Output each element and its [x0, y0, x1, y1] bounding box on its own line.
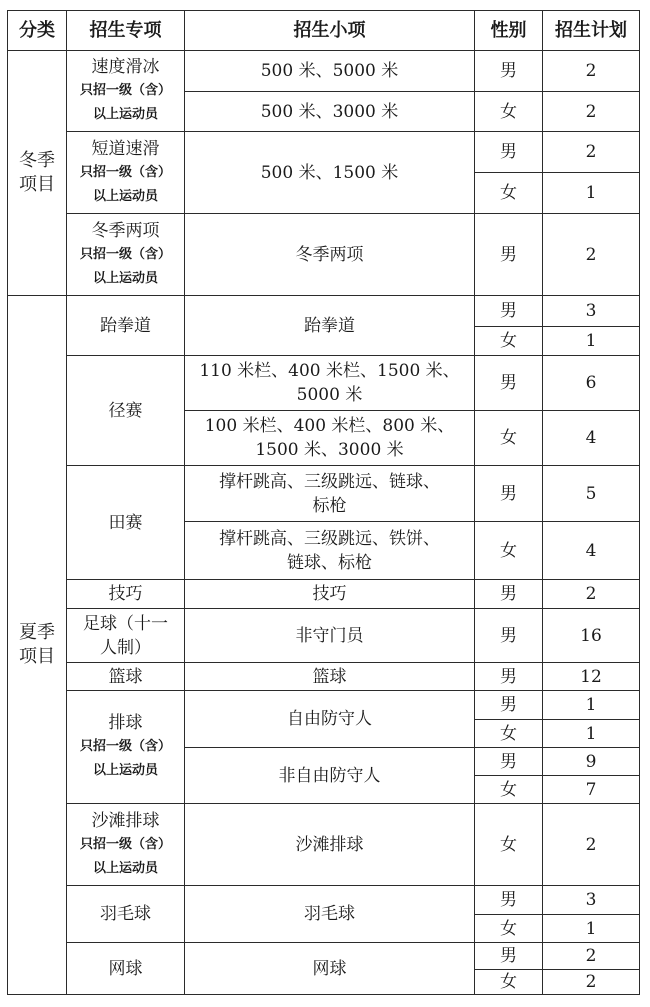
header-gender: 性别 — [475, 11, 543, 51]
item-cell: 篮球 — [185, 663, 475, 691]
table-row — [8, 356, 640, 411]
gender-cell: 女 — [475, 411, 543, 466]
table-row — [8, 214, 640, 255]
header-row — [8, 11, 640, 51]
gender-cell: 男 — [475, 580, 543, 609]
gender-cell: 男 — [475, 691, 543, 720]
plan-cell: 4 — [543, 522, 640, 580]
plan-cell: 1 — [543, 915, 640, 943]
table-row — [8, 804, 640, 886]
item-cell: 网球 — [185, 943, 475, 995]
item-cell: 羽毛球 — [185, 886, 475, 943]
plan-cell: 3 — [543, 886, 640, 915]
plan-cell: 6 — [543, 356, 640, 411]
specialty-track: 径赛 — [67, 356, 185, 466]
enrollment-plan-table — [7, 10, 640, 995]
specialty-basketball: 篮球 — [67, 663, 185, 691]
gender-cell: 男 — [475, 356, 543, 411]
specialty-short-track: 短道速滑 只招一级（含） 以上运动员 — [67, 132, 185, 214]
plan-cell: 4 — [543, 411, 640, 466]
category-winter: 冬季 项目 — [8, 51, 67, 296]
item-cell: 非自由防守人 — [185, 748, 475, 804]
table-row — [8, 296, 640, 327]
plan-cell: 1 — [543, 691, 640, 720]
item-cell: 自由防守人 — [185, 691, 475, 748]
item-cell: 撑杆跳高、三级跳远、铁饼、 链球、标枪 — [185, 522, 475, 580]
item-cell: 110 米栏、400 米栏、1500 米、 5000 米 — [185, 356, 475, 411]
gender-cell: 女 — [475, 720, 543, 748]
plan-cell: 1 — [543, 720, 640, 748]
gender-cell: 女 — [475, 92, 543, 132]
header-item: 招生小项 — [185, 11, 475, 51]
table-row — [8, 132, 640, 173]
header-category: 分类 — [8, 11, 67, 51]
item-cell: 跆拳道 — [185, 296, 475, 356]
item-cell: 沙滩排球 — [185, 804, 475, 886]
gender-cell: 女 — [475, 776, 543, 804]
gender-cell: 男 — [475, 886, 543, 915]
header-plan: 招生计划 — [543, 11, 640, 51]
table-row — [8, 691, 640, 720]
gender-cell: 男 — [475, 296, 543, 327]
gender-cell: 女 — [475, 522, 543, 580]
gender-cell: 女 — [475, 804, 543, 886]
specialty-badminton: 羽毛球 — [67, 886, 185, 943]
category-summer: 夏季 项目 — [8, 296, 67, 995]
specialty-field: 田赛 — [67, 466, 185, 580]
gender-cell: 女 — [475, 173, 543, 214]
gender-cell: 女 — [475, 970, 543, 995]
table-row — [8, 609, 640, 663]
table-row — [8, 51, 640, 92]
plan-cell: 2 — [543, 214, 640, 296]
specialty-volleyball: 排球 只招一级（含） 以上运动员 — [67, 691, 185, 804]
item-cell: 撑杆跳高、三级跳远、链球、 标枪 — [185, 466, 475, 522]
specialty-gymnastics: 技巧 — [67, 580, 185, 609]
specialty-tennis: 网球 — [67, 943, 185, 995]
gender-cell: 女 — [475, 915, 543, 943]
item-cell: 技巧 — [185, 580, 475, 609]
table-row — [8, 663, 640, 691]
item-cell: 非守门员 — [185, 609, 475, 663]
plan-cell: 2 — [543, 92, 640, 132]
specialty-beach-volleyball: 沙滩排球 只招一级（含） 以上运动员 — [67, 804, 185, 886]
gender-cell: 男 — [475, 132, 543, 173]
plan-cell: 12 — [543, 663, 640, 691]
plan-cell: 2 — [543, 132, 640, 173]
table-row — [8, 580, 640, 609]
gender-cell: 男 — [475, 609, 543, 663]
plan-cell: 1 — [543, 327, 640, 356]
item-cell: 100 米栏、400 米栏、800 米、 1500 米、3000 米 — [185, 411, 475, 466]
item-cell: 冬季两项 — [185, 214, 475, 296]
table-row — [8, 466, 640, 522]
plan-cell: 9 — [543, 748, 640, 776]
plan-cell: 2 — [543, 580, 640, 609]
plan-cell: 7 — [543, 776, 640, 804]
item-cell: 500 米、3000 米 — [185, 92, 475, 132]
gender-cell: 男 — [475, 663, 543, 691]
header-specialty: 招生专项 — [67, 11, 185, 51]
specialty-winter-two: 冬季两项 只招一级（含） 以上运动员 — [67, 214, 185, 296]
item-cell: 500 米、5000 米 — [185, 51, 475, 92]
table-row — [8, 943, 640, 970]
gender-cell: 男 — [475, 214, 543, 296]
specialty-football: 足球（十一 人制） — [67, 609, 185, 663]
specialty-taekwondo: 跆拳道 — [67, 296, 185, 356]
specialty-speed-skating: 速度滑冰 只招一级（含） 以上运动员 — [67, 51, 185, 132]
gender-cell: 男 — [475, 748, 543, 776]
gender-cell: 男 — [475, 51, 543, 92]
table-row — [8, 886, 640, 915]
plan-cell: 2 — [543, 51, 640, 92]
plan-cell: 16 — [543, 609, 640, 663]
plan-cell: 5 — [543, 466, 640, 522]
gender-cell: 男 — [475, 943, 543, 970]
plan-cell: 1 — [543, 173, 640, 214]
plan-cell: 2 — [543, 804, 640, 886]
plan-cell: 3 — [543, 296, 640, 327]
item-cell: 500 米、1500 米 — [185, 132, 475, 214]
gender-cell: 男 — [475, 466, 543, 522]
gender-cell: 女 — [475, 327, 543, 356]
plan-cell: 2 — [543, 943, 640, 970]
plan-cell: 2 — [543, 970, 640, 995]
